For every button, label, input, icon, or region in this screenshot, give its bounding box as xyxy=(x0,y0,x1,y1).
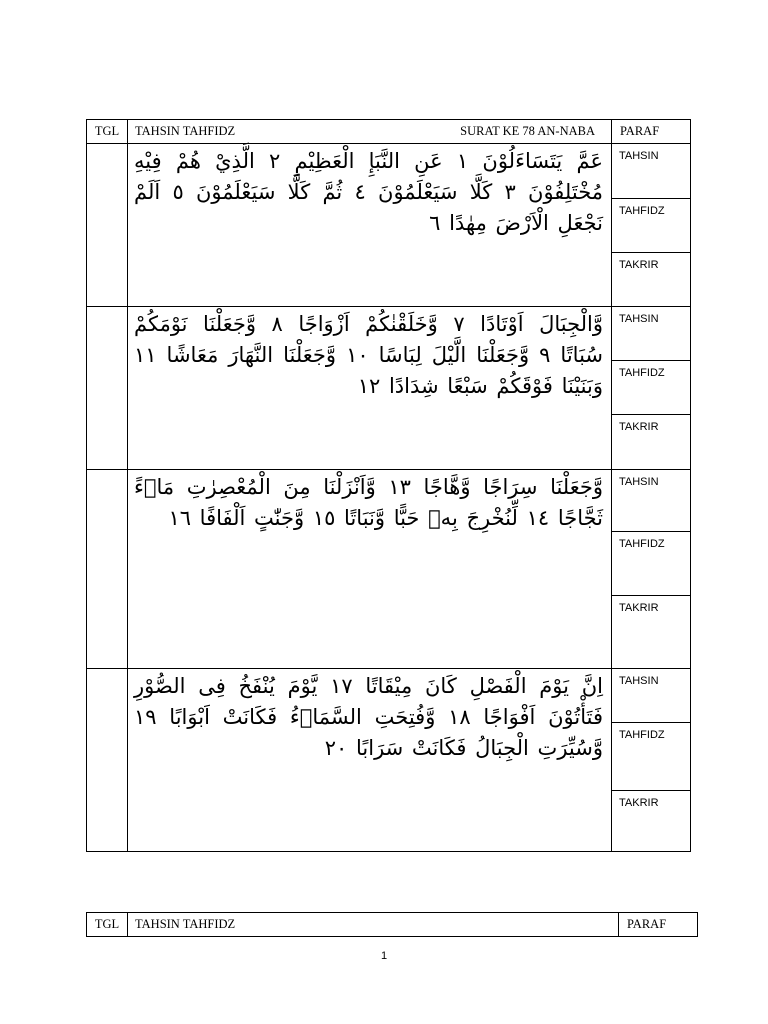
table-row xyxy=(87,144,691,307)
label-tahfidz: TAHFIDZ xyxy=(612,532,690,596)
ayat-text: وَّالْجِبَالَ اَوْتَادًا ٧ وَّخَلَقْنٰكُمْ اَزْوَاجًا ٨ وَّجَعَلْنَا نَوْمَكُمْ سُبَاتًا ٩ وَّجَعَلْنَا الَّيْلَ لِبَاسًا ١٠ وَّجَعَلْنَا النَّهَارَ مَعَاشًا ١١ وَبَنَيْنَا فَوْقَكُمْ سَبْعًا شِدَادًا ١٢ xyxy=(134,312,604,398)
page-number: 1 xyxy=(380,950,388,962)
label-takrir: TAKRIR xyxy=(619,421,659,433)
ayat-text: وَّجَعَلْنَا سِرَاجًا وَّهَّاجًا ١٣ وَّاَنْزَلْنَا مِنَ الْمُعْصِرٰتِ مَاۤءً ثَجَّاجًا ١٤ لِّنُخْرِجَ بِهٖ حَبًّا وَّنَبَاتًا ١٥ وَّجَنّٰتٍ اَلْفَافًا ١٦ xyxy=(134,475,604,530)
label-tahfidz: TAHFIDZ xyxy=(612,723,690,791)
ayat-cell xyxy=(128,144,612,307)
table-row xyxy=(87,307,691,470)
hafalan-table xyxy=(86,119,691,852)
label-takrir: TAKRIR xyxy=(619,797,659,809)
header-tgl: TGL xyxy=(87,120,128,144)
header-middle xyxy=(128,120,612,144)
label-tahsin: TAHSIN xyxy=(612,144,690,199)
header-tahsin-tahfidz: TAHSIN TAHFIDZ xyxy=(135,124,236,138)
ayat-text: اِنَّ يَوْمَ الْفَصْلِ كَانَ مِيْقَاتًا ١٧ يَّوْمَ يُنْفَخُ فِى الصُّوْرِ فَتَأْتُوْنَ اَفْوَاجًا ١٨ وَّفُتِحَتِ السَّمَاۤءُ فَكَانَتْ اَبْوَابًا ١٩ وَّسُيِّرَتِ الْجِبَالُ فَكَانَتْ سَرَابًا ٢٠ xyxy=(134,674,603,760)
label-takrir: TAKRIR xyxy=(619,259,659,271)
header-tahsin-tahfidz: TAHSIN TAHFIDZ xyxy=(128,913,619,937)
tgl-cell xyxy=(87,669,128,852)
ayat-cell xyxy=(128,669,612,852)
header-paraf: PARAF xyxy=(619,913,698,937)
paraf-cell xyxy=(612,307,691,470)
table-header-row xyxy=(87,913,698,937)
label-takrir: TAKRIR xyxy=(619,602,659,614)
label-tahsin: TAHSIN xyxy=(612,470,690,532)
label-tahfidz: TAHFIDZ xyxy=(612,199,690,253)
header-tgl: TGL xyxy=(87,913,128,937)
table-row xyxy=(87,470,691,669)
paraf-cell xyxy=(612,144,691,307)
tgl-cell xyxy=(87,144,128,307)
tgl-cell xyxy=(87,470,128,669)
table-header-row xyxy=(87,120,691,144)
ayat-text: عَمَّ يَتَسَاءَلُوْنَ ١ عَنِ النَّبَإِ الْعَظِيْمِ ٢ الَّذِيْ هُمْ فِيْهِ مُخْتَلِفُوْنَ ٣ كَلَّا سَيَعْلَمُوْنَ ٤ ثُمَّ كَلَّا سَيَعْلَمُوْنَ ٥ اَلَمْ نَجْعَلِ الْاَرْضَ مِهٰدًا ٦ xyxy=(134,149,604,235)
paraf-cell xyxy=(612,470,691,669)
ayat-cell xyxy=(128,307,612,470)
ayat-cell xyxy=(128,470,612,669)
header-paraf: PARAF xyxy=(612,120,691,144)
table-row xyxy=(87,669,691,852)
paraf-cell xyxy=(612,669,691,852)
label-tahsin: TAHSIN xyxy=(612,669,690,723)
header-surat: SURAT KE 78 AN-NABA xyxy=(460,124,595,138)
label-tahfidz: TAHFIDZ xyxy=(612,361,690,415)
tgl-cell xyxy=(87,307,128,470)
label-tahsin: TAHSIN xyxy=(612,307,690,361)
second-table-header xyxy=(86,912,698,937)
